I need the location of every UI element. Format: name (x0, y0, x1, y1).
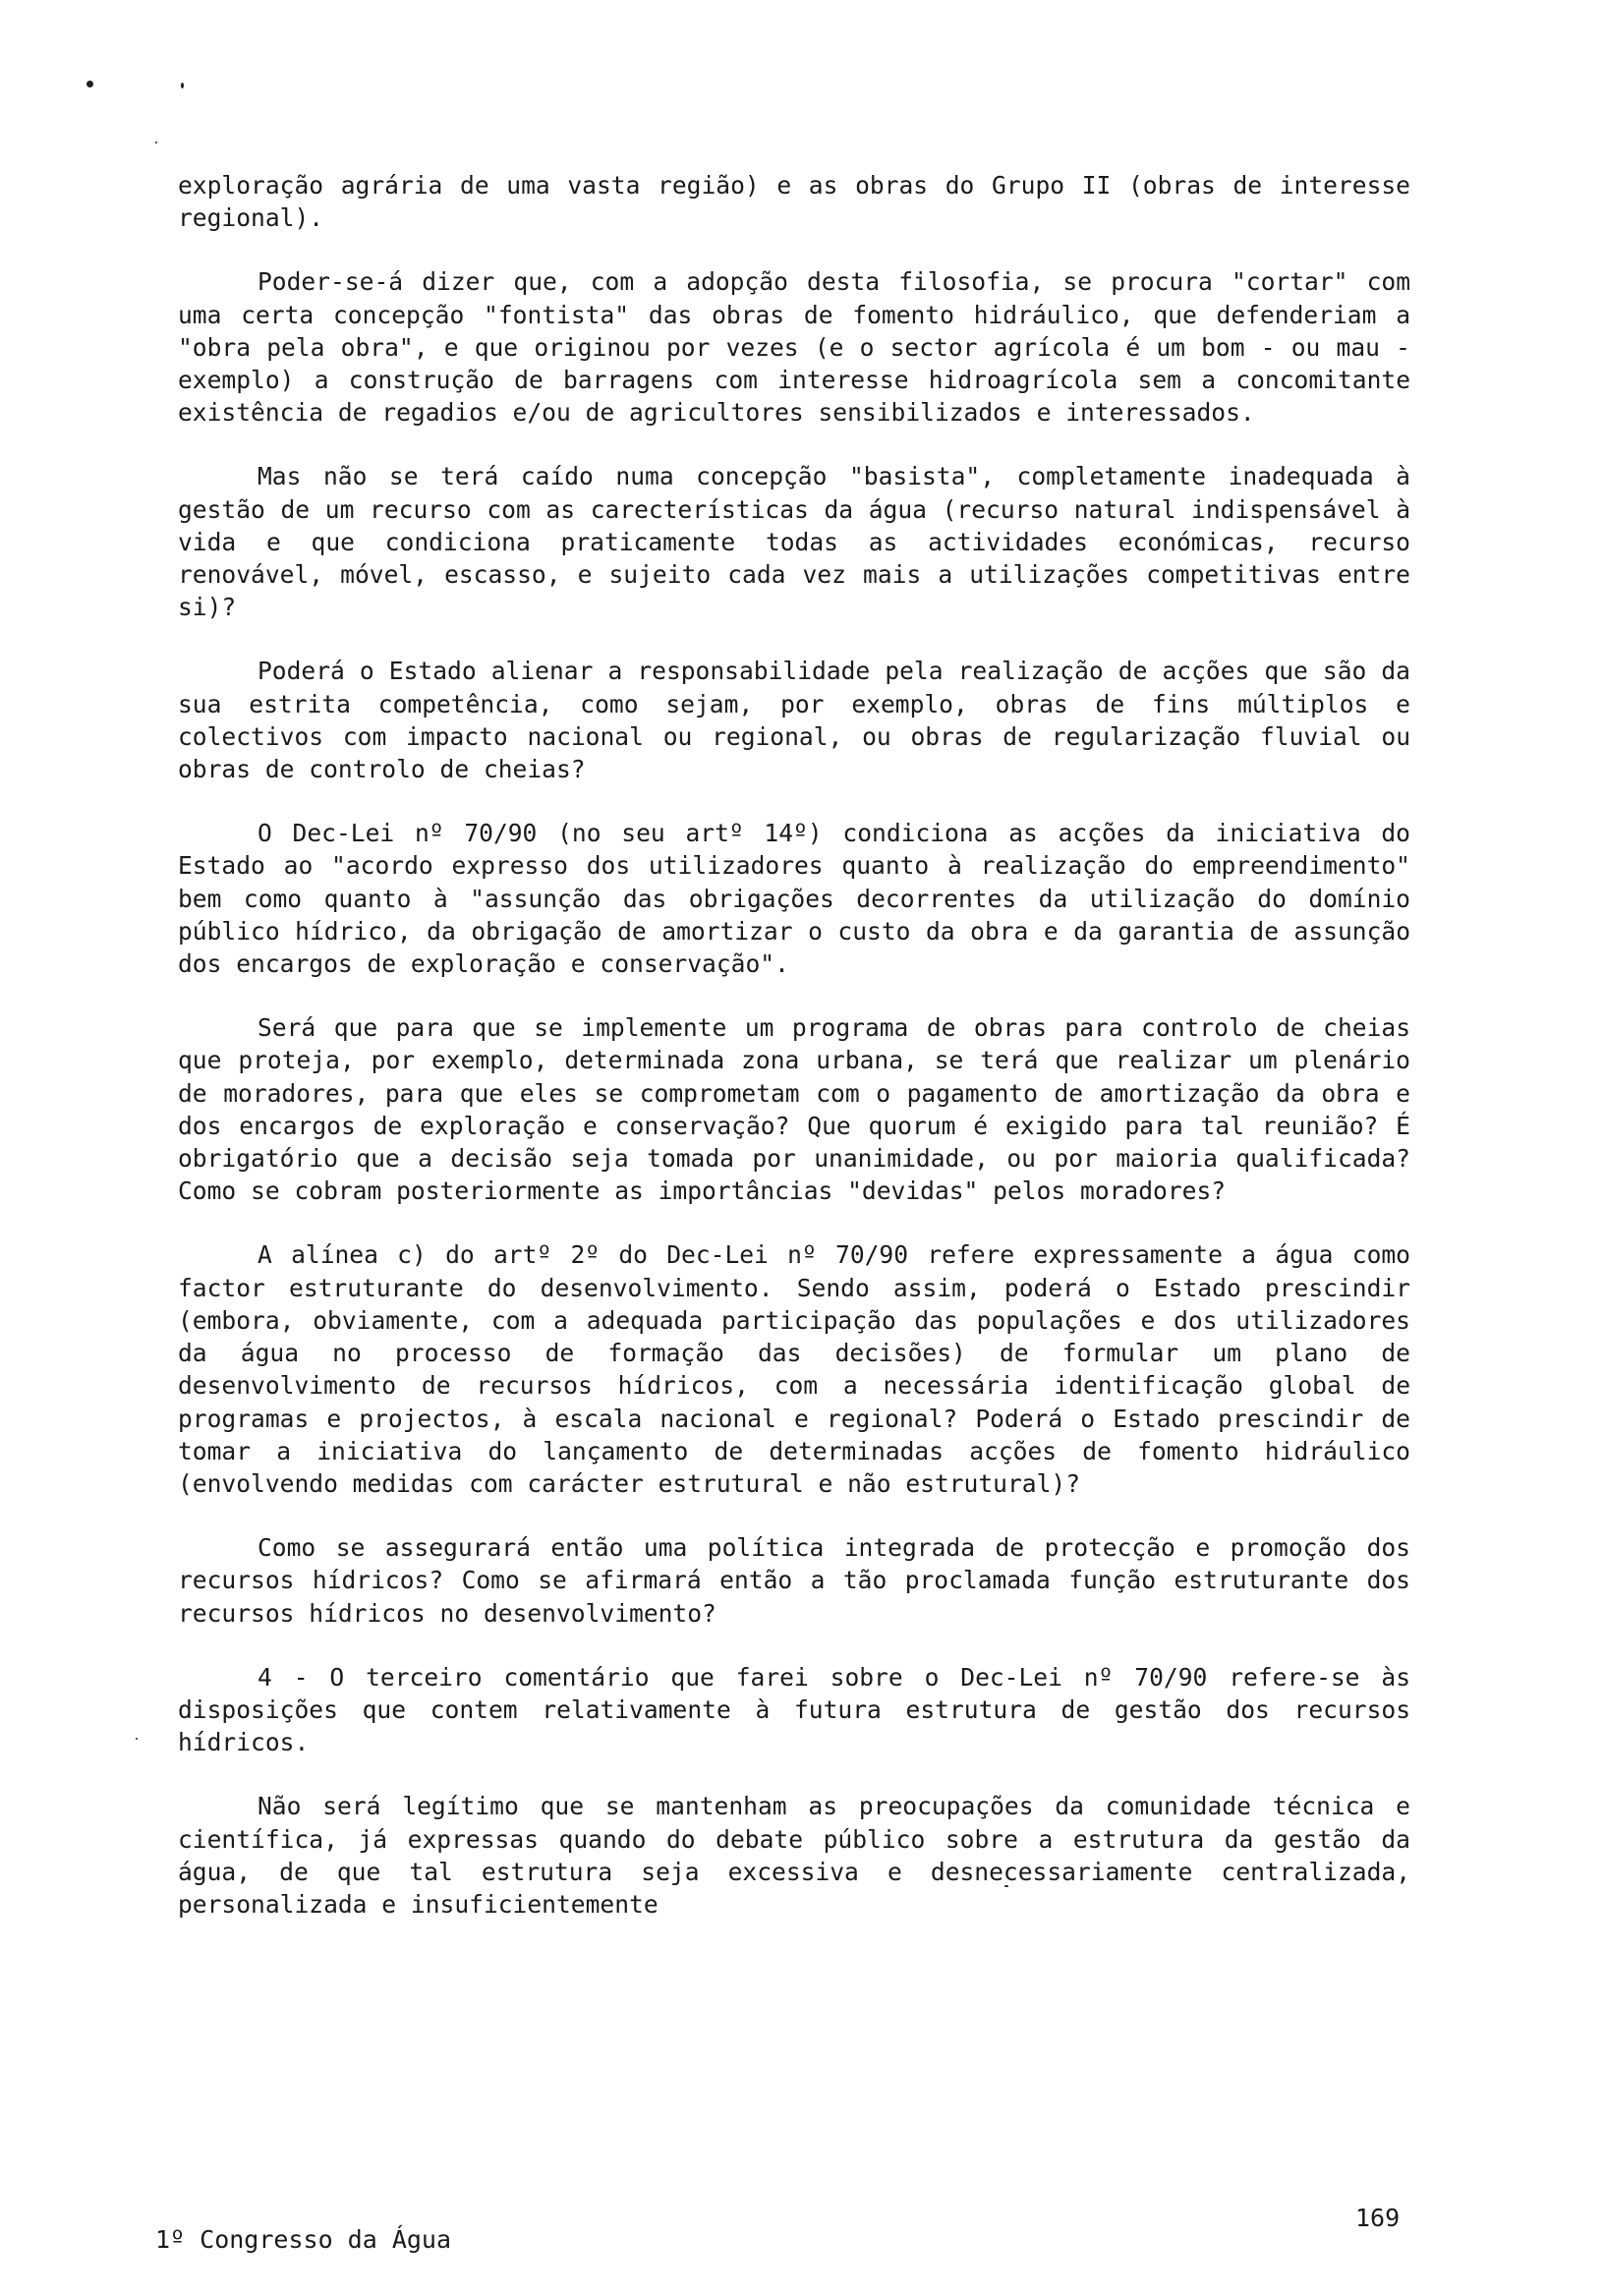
scan-speck (155, 142, 157, 144)
paragraph-3: Mas não se terá caído numa concepção "basista", completamente inadequada à gestão de um recurso com as carecterísticas da água (recurso natural indispensável à vida e que condiciona praticamente todas as actividades económicas, recurso renovável, móvel, escasso, e sujeito cada vez mais a utilizações competitivas entre si)? (178, 462, 1410, 622)
paragraph-9: 4 - O terceiro comentário que farei sobre o Dec-Lei nº 70/90 refere-se às disposições que contem relativamente à futura estrutura de gestão dos recursos hídricos. (178, 1662, 1410, 1757)
footer-conference-title: 1º Congresso da Água (155, 2225, 452, 2254)
paragraph-6: Será que para que se implemente um programa de obras para controlo de cheias que proteja, por exemplo, determinada zona urbana, se terá que realizar um plenário de moradores, para que eles se comprometam com o pagamento de amortização da obra e dos encargos de exploração e conservação? Que quorum é exigido para tal reunião? É obrigatório que a decisão seja tomada por unanimidade, ou por maioria qualificada? Como se cobram posteriormente as importâncias "devidas" pelos moradores? (178, 1013, 1410, 1206)
paragraph-7: A alínea c) do artº 2º do Dec-Lei nº 70/90 refere expressamente a água como factor estruturante do desenvolvimento. Sendo assim, poderá o Estado prescindir (embora, obviamente, com a adequada participação das populações e dos utilizadores da água no processo de formação das decisões) de formular um plano de desenvolvimento de recursos hídricos, com a necessária identificação global de programas e projectos, à escala nacional e regional? Poderá o Estado prescindir de tomar a iniciativa do lançamento de determinadas acções de fomento hidráulico (envolvendo medidas com carácter estrutural e não estrutural)? (178, 1240, 1410, 1498)
paragraph-10: Não será legítimo que se mantenham as preocupações da comunidade técnica e científica, já expressas quando do debate público sobre a estrutura da gestão da água, de que tal estrutura seja excessiva e desnecessariamente centralizada, personalizada e insuficientemente (178, 1792, 1410, 1919)
paragraph-5: O Dec-Lei nº 70/90 (no seu artº 14º) condiciona as acções da iniciativa do Estado ao "acordo expresso dos utilizadores quanto à realização do empreendimento" bem como quanto à "assunção das obrigações decorrentes da utilização do domínio público hídrico, da obrigação de amortizar o custo da obra e da garantia de assunção dos encargos de exploração e conservação". (178, 819, 1410, 979)
page-number: 169 (1355, 2204, 1401, 2232)
paragraph-1: exploração agrária de uma vasta região) e as obras do Grupo II (obras de interesse regional). (178, 171, 1410, 233)
paragraph-4: Poderá o Estado alienar a responsabilidade pela realização de acções que são da sua estrita competência, como sejam, por exemplo, obras de fins múltiplos e colectivos com impacto nacional ou regional, ou obras de regularização fluvial ou obras de controlo de cheias? (178, 657, 1410, 784)
paragraph-8: Como se assegurará então uma política integrada de protecção e promoção dos recursos hídricos? Como se afirmará então a tão proclamada função estruturante dos recursos hídricos no desenvolvimento? (178, 1533, 1410, 1628)
paragraph-2: Poder-se-á dizer que, com a adopção desta filosofia, se procura "cortar" com uma certa concepção "fontista" das obras de fomento hidráulico, que defenderiam a "obra pela obra", e que originou por vezes (e o sector agrícola é um bom - ou mau - exemplo) a construção de barragens com interesse hidroagrícola sem a concomitante existência de regadios e/ou de agricultores sensibilizados e interessados. (178, 267, 1410, 428)
scan-speck (136, 1738, 138, 1740)
page-body (178, 169, 1410, 1952)
scan-speck (181, 83, 184, 88)
scan-speck (86, 81, 93, 87)
